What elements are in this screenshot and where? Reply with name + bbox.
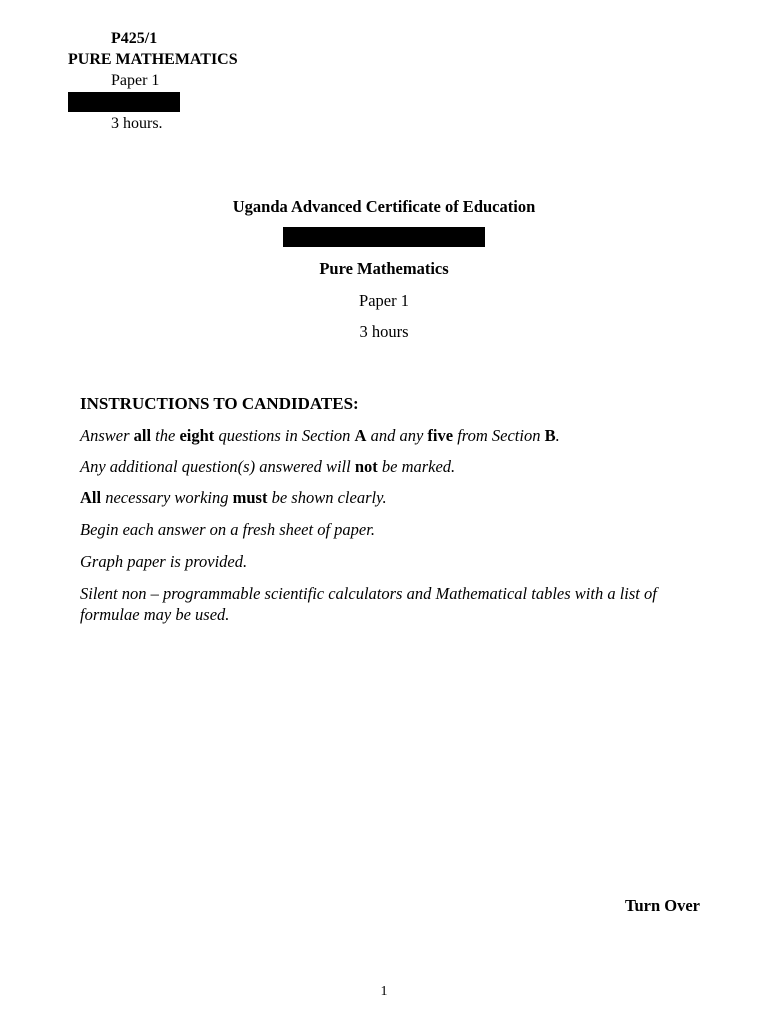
page-number: 1 bbox=[380, 984, 388, 999]
turn-over-label: Turn Over bbox=[624, 896, 700, 915]
instruction-line-1: Answer all the eight questions in Section A and any five from Section B. bbox=[80, 426, 560, 445]
redaction-bar bbox=[283, 227, 485, 247]
instruction-line-2: Any additional question(s) answered will not be marked. bbox=[80, 457, 456, 476]
header-duration: 3 hours. bbox=[111, 115, 163, 132]
redaction-bar bbox=[68, 92, 180, 112]
header-paper: Paper 1 bbox=[111, 72, 160, 89]
instruction-line-5: Graph paper is provided. bbox=[80, 552, 248, 571]
instruction-line-3: All necessary working must be shown clearly. bbox=[80, 488, 387, 507]
instruction-line-6: Silent non – programmable scientific calculators and Mathematical tables with a list of formulae may be used. bbox=[80, 584, 657, 624]
exam-title: Uganda Advanced Certificate of Education bbox=[232, 197, 536, 216]
title-duration: 3 hours bbox=[359, 322, 409, 341]
instructions-heading: INSTRUCTIONS TO CANDIDATES: bbox=[80, 394, 359, 413]
title-subject: Pure Mathematics bbox=[319, 259, 449, 278]
header-subject: PURE MATHEMATICS bbox=[68, 51, 238, 68]
paper-code: P425/1 bbox=[111, 30, 158, 47]
instruction-line-4: Begin each answer on a fresh sheet of paper. bbox=[80, 520, 375, 539]
title-paper: Paper 1 bbox=[359, 291, 409, 310]
